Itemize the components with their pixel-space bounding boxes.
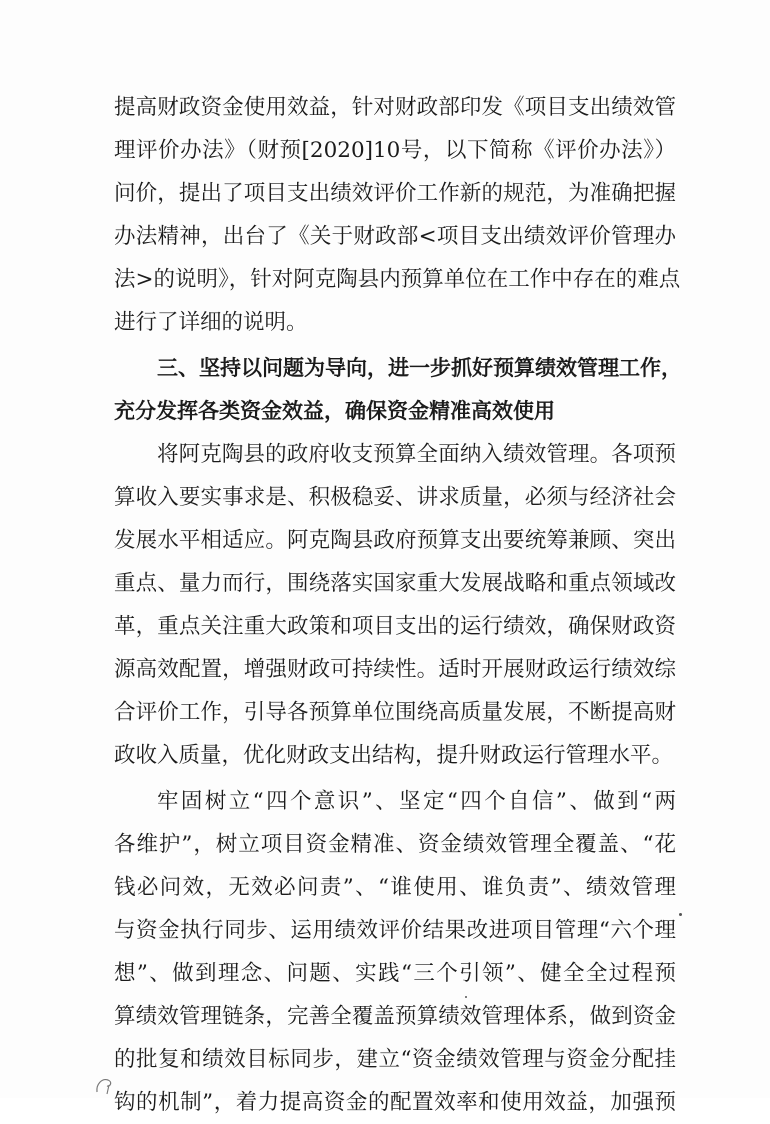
heading-line: 三、坚持以问题为导向，进一步抓好预算绩效管理工作，: [157, 356, 682, 380]
text-line: 算收入要实事求是、积极稳妥、讲求质量，必须与经济社会: [114, 485, 676, 510]
text-line: 的批复和绩效目标同步，建立“资金绩效管理与资金分配挂: [114, 1047, 676, 1072]
text-line: 重点、量力而行，围绕落实国家重大发展战略和重点领域改: [114, 571, 676, 596]
text-line: 合评价工作，引导各预算单位围绕高质量发展，不断提高财: [114, 700, 676, 725]
text-line: 进行了详细的说明。: [114, 310, 308, 335]
text-line: 问价，提出了项目支出绩效评价工作新的规范，为准确把握: [114, 181, 676, 206]
text-line: 理评价办法》（财预[2020]10号，以下简称《评价办法》）: [114, 138, 676, 163]
text-line: 算绩效管理链条，完善全覆盖预算绩效管理体系，做到资金: [114, 1004, 676, 1029]
text-line: 想”、做到理念、问题、实践“三个引领”、健全全过程预: [114, 961, 676, 986]
section-heading-3: [114, 347, 682, 433]
scan-speck: [679, 913, 682, 916]
text-line: 法>的说明》，针对阿克陶县内预算单位在工作中存在的难点: [114, 267, 681, 292]
text-line: 办法精神，出台了《关于财政部<项目支出绩效评价管理办: [114, 224, 676, 249]
text-line: 各维护”，树立项目资金精准、资金绩效管理全覆盖、“花: [114, 832, 676, 857]
paragraph-continuation: [114, 86, 681, 344]
text-line: 政收入质量，优化财政支出结构，提升财政运行管理水平。: [114, 743, 674, 768]
document-body: [114, 86, 682, 1124]
text-line: 提高财政资金使用效益，针对财政部印发《项目支出绩效管: [114, 95, 676, 120]
text-line: 源高效配置，增强财政可持续性。适时开展财政运行绩效综: [114, 657, 676, 682]
paragraph-principles: [114, 780, 676, 1124]
scan-speck: [465, 996, 467, 998]
text-line: 钩的机制”，着力提高资金的配置效率和使用效益，加强预: [114, 1090, 676, 1115]
handwritten-mark-icon: [94, 1075, 118, 1095]
text-line: 发展水平相适应。阿克陶县政府预算支出要统筹兼顾、突出: [114, 528, 676, 553]
heading-line: 充分发挥各类资金效益，确保资金精准高效使用: [114, 399, 555, 423]
text-line: 钱必问效，无效必问责”、“谁使用、谁负责”、绩效管理: [114, 875, 676, 900]
paragraph-budget-scope: [114, 433, 676, 777]
text-line: 牢固树立“四个意识”、坚定“四个自信”、做到“两: [157, 789, 676, 814]
text-line: 革，重点关注重大政策和项目支出的运行绩效，确保财政资: [114, 614, 676, 639]
text-line: 与资金执行同步、运用绩效评价结果改进项目管理“六个理: [114, 918, 676, 943]
text-line: 将阿克陶县的政府收支预算全面纳入绩效管理。各项预: [157, 442, 676, 467]
